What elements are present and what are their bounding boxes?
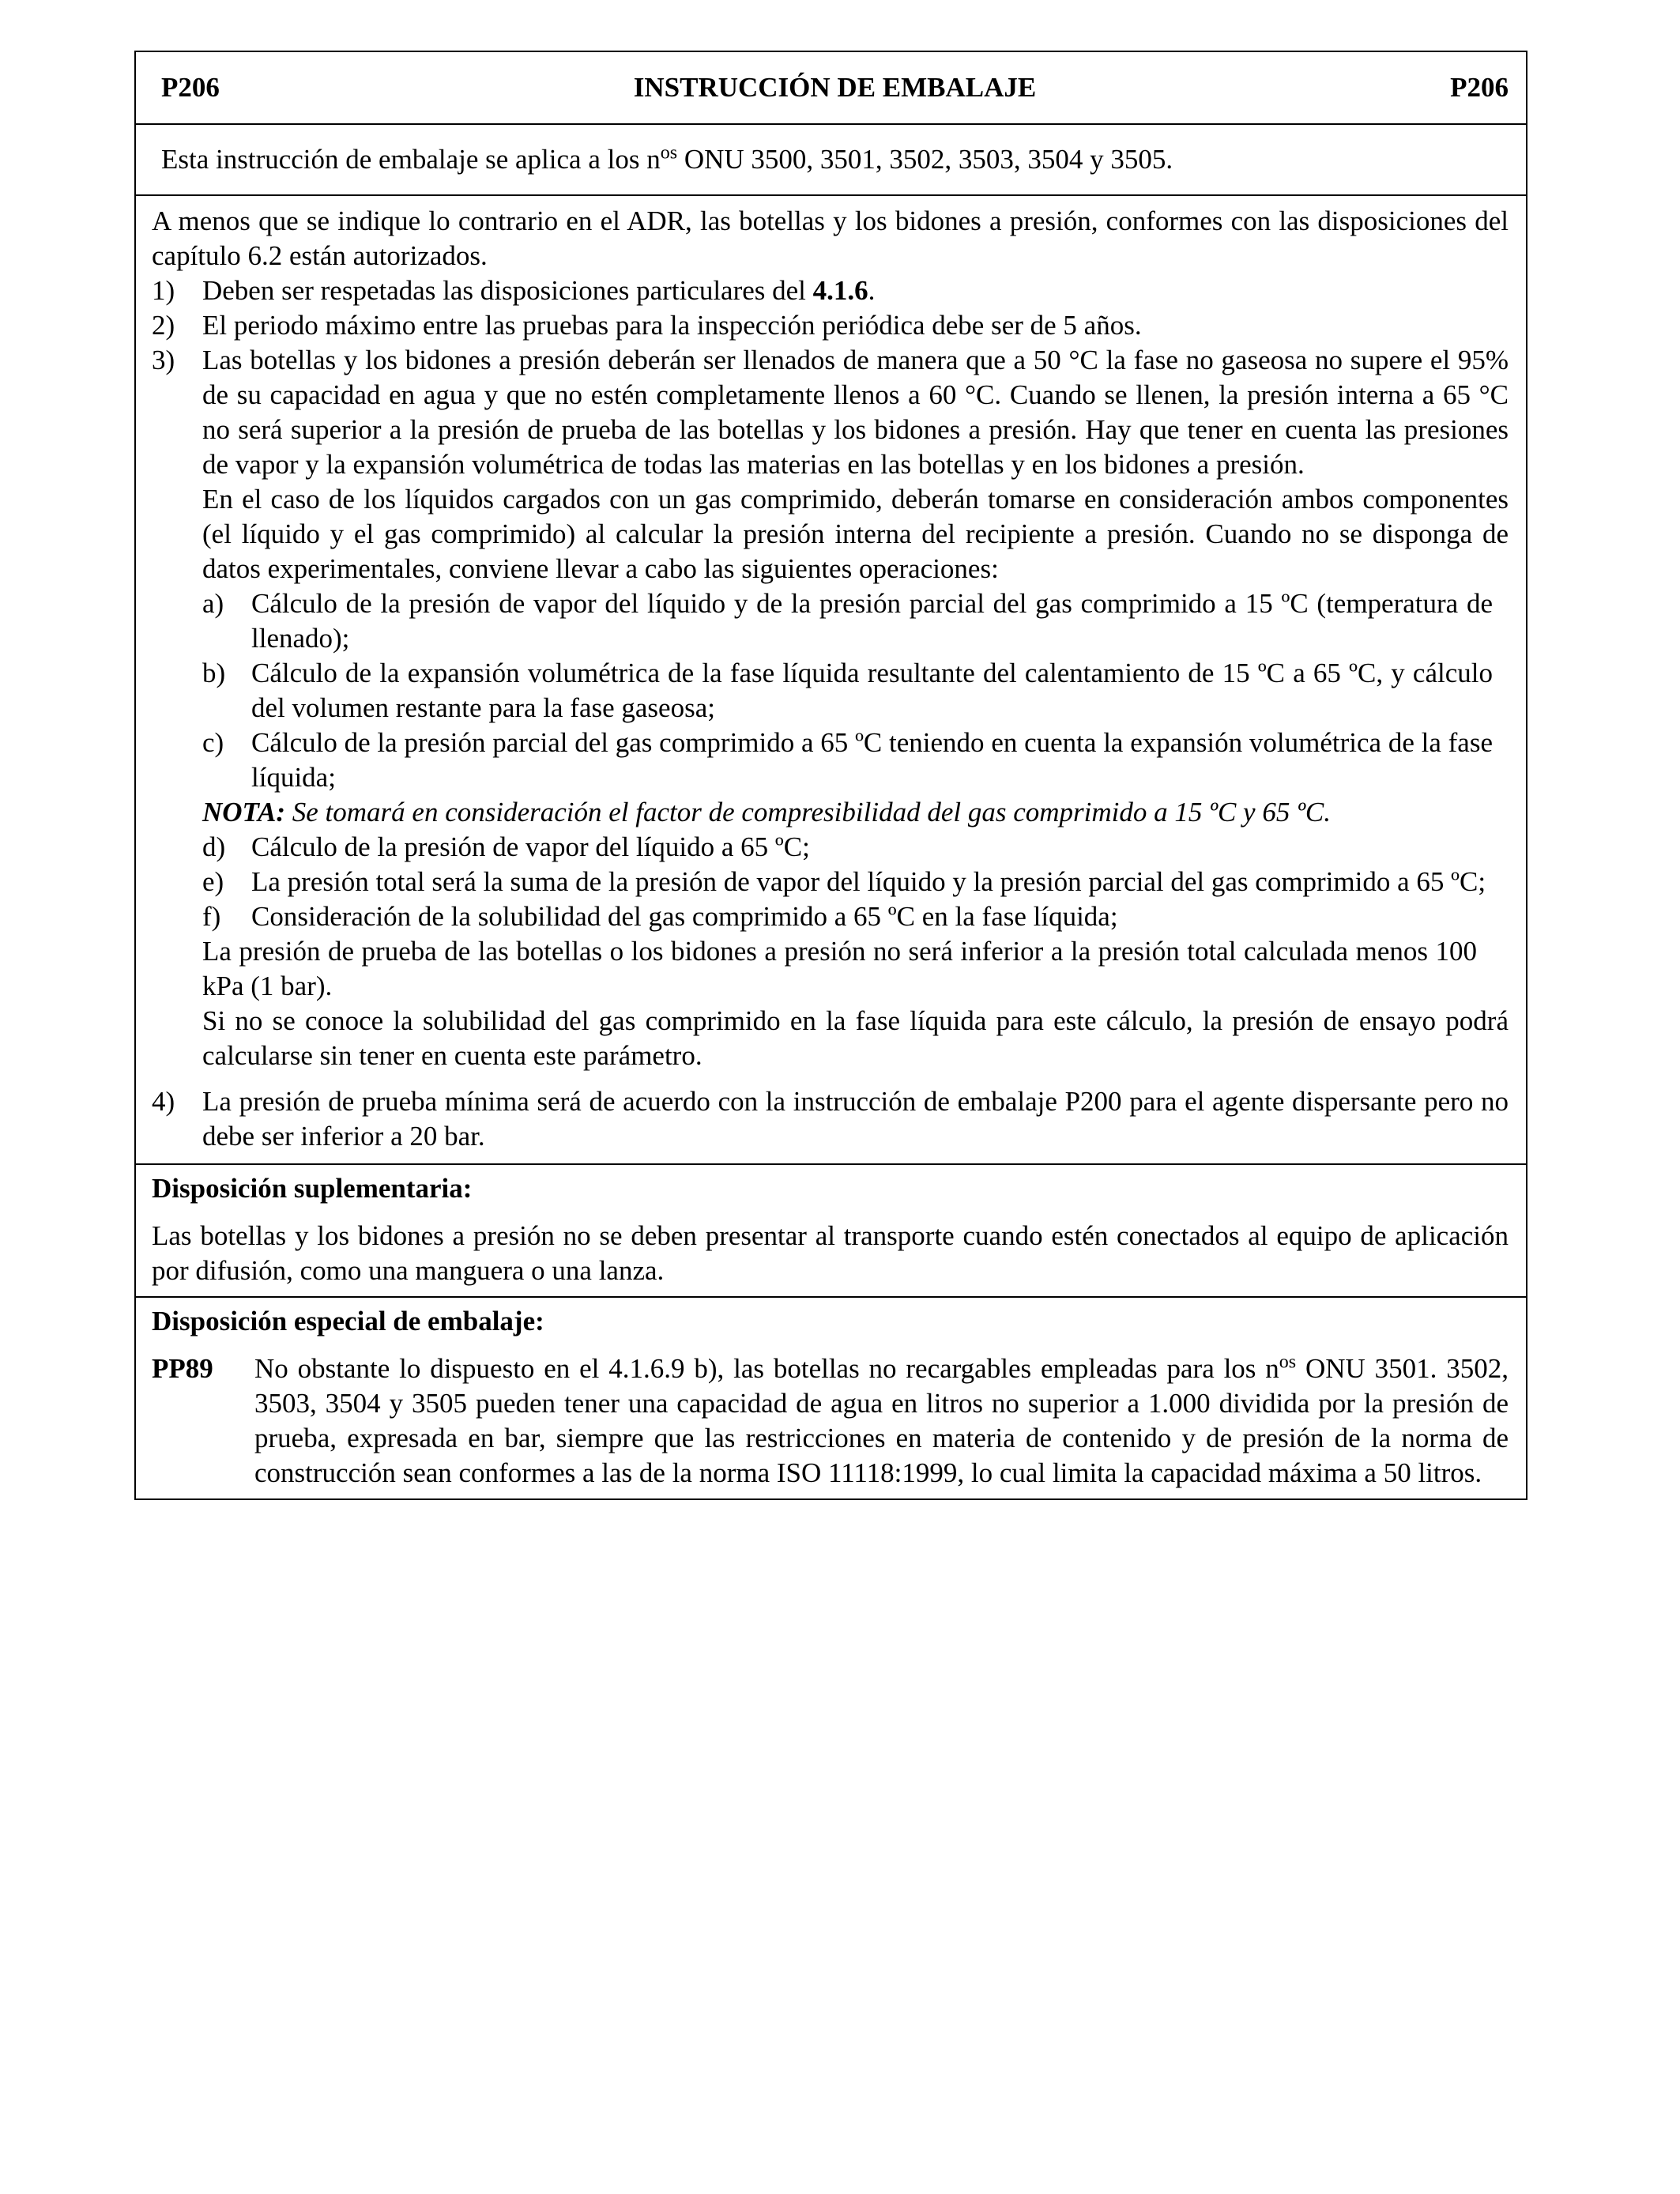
instruction-code-right: P206 <box>1450 72 1509 103</box>
item-paragraph: Las botellas y los bidones a presión deberán ser llenados de manera que a 50 °C la fase no gaseosa no supere el 95% de su capacidad en agua y que no estén completamente llenos a 60 °C. Cuando se llenen, la presión interna a 65 °C no será superior a la presión de prueba de las botellas y los bidones a presión. Hay que tener en cuenta las presiones de vapor y la expansión volumétrica de todas las materias en las botellas y en los bidones a presión. <box>202 345 1509 480</box>
table-header <box>136 52 1526 123</box>
intro-paragraph: A menos que se indique lo contrario en el ADR, las botellas y los bidones a presión, conformes con las disposiciones del capítulo 6.2 están autorizados. <box>152 205 1509 271</box>
sub-item: f) Consideración de la solubilidad del gas comprimido a 65 ºC en la fase líquida; <box>202 901 1118 932</box>
list-item: 4) La presión de prueba mínima será de acuerdo con la instrucción de embalaje P200 para el agente dispersante pero no debe ser inferior a 20 bar. <box>152 1086 1509 1152</box>
special-packing-provision <box>136 1296 1526 1498</box>
section-title: Disposición suplementaria: <box>152 1173 473 1204</box>
provisions-cell <box>136 194 1526 1163</box>
supplementary-provision <box>136 1163 1526 1296</box>
scope-text: Esta instrucción de embalaje se aplica a los $n^{os}$ ONU 3500, 3501, 3502, 3503, 3504 y 3505. <box>161 142 1173 175</box>
packing-instruction-table <box>134 51 1527 1500</box>
provision-code: PP89 <box>152 1353 213 1384</box>
sub-item: d) Cálculo de la presión de vapor del líquido a 65 ºC; <box>202 831 810 862</box>
item-paragraph: En el caso de los líquidos cargados con un gas comprimido, deberán tomarse en consideración ambos componentes (el líquido y el gas comprimido) al calcular la presión interna del recipiente a presión. Cuando no se disponga de datos experimentales, conviene llevar a cabo las siguientes operaciones: <box>202 484 1509 584</box>
table-title: INSTRUCCIÓN DE EMBALAJE <box>633 72 1037 103</box>
section-title: Disposición especial de embalaje: <box>152 1306 544 1336</box>
section-text: Las botellas y los bidones a presión no se deben presentar al transporte cuando estén conectados al equipo de aplicación por difusión, como una manguera o una lanza. <box>152 1220 1509 1286</box>
list-item: 1) Deben ser respetadas las disposiciones particulares del 4.1.6. <box>152 275 876 306</box>
scope-row <box>136 123 1526 194</box>
list-item: 2) El periodo máximo entre las pruebas para la inspección periódica debe ser de 5 años. <box>152 310 1142 341</box>
sub-item: a) Cálculo de la presión de vapor del líquido y de la presión parcial del gas comprimido a 15 ºC (temperatura de llenado); <box>202 588 1493 654</box>
sub-item: c) Cálculo de la presión parcial del gas comprimido a 65 ºC teniendo en cuenta la expansión volumétrica de la fase líquida; <box>202 727 1493 793</box>
note: NOTA: Se tomará en consideración el factor de compresibilidad del gas comprimido a 15 ºC y 65 ºC. <box>202 797 1332 827</box>
list-item: 3) Las botellas y los bidones a presión deberán ser llenados de manera que a 50 °C la fase no gaseosa no supere el 95% de su capacidad en agua y que no estén completamente llenos a 60 °C. Cuando se llenen, la presión interna a 65 °C no será superior a la presión de prueba de las botellas y los bidones a presión. Hay que tener en cuenta las presiones de vapor y la expansión volumétrica de todas las materias en las botellas y en los bidones a presión. En el caso de los líquidos cargados con un gas comprimido, deberán tomarse en consideración ambos componentes (el líquido y el gas comprimido) al calcular la presión interna del recipiente a presión. Cuando no se disponga de datos experimentales, conviene llevar a cabo las siguientes operaciones: a) Cálculo de la presión de vapor del líquido y de la presión parcial del gas comprimido a 15 ºC (temperatura de llenado); b) Cálculo de la expansión volumétrica de la fase líquida resultante del calentamiento de 15 ºC a 65 ºC, y cálculo del volumen restante para la fase gaseosa; c) Cálculo de la presión parcial del gas comprimido a 65 ºC teniendo en cuenta la expansión volumétrica de la fase líquida; NOTA: Se tomará en consideración el factor de compresibilidad del gas comprimido a 15 ºC y 65 ºC. d) Cálculo de la presión de vapor del líquido a 65 ºC; e) La presión total será la suma de la presión de vapor del líquido y la presión parcial del gas comprimido a 65 ºC; f) Consideración de la solubilidad del gas comprimido a 65 ºC en la fase líquida; La presión de prueba de las botellas o los bidones a presión no será inferior a la presión total calculada menos 100 kPa (1 bar). Si no se conoce la solubilidad del gas comprimido en la fase líquida para este cálculo, la presión de ensayo podrá calcularse sin tener en cuenta este parámetro. <box>152 343 1509 1073</box>
sub-item: e) La presión total será la suma de la presión de vapor del líquido y la presión parcial del gas comprimido a 65 ºC; <box>202 866 1486 897</box>
item-paragraph: La presión de prueba de las botellas o los bidones a presión no será inferior a la presión total calculada menos 100 kPa (1 bar). <box>202 936 1477 1001</box>
provision-text: No obstante lo dispuesto en el 4.1.6.9 b), las botellas no recargables empleadas para los $n^{os}$ ONU 3501. 3502, 3503, 3504 y 3505 pueden tener una capacidad de agua en litros no superior a 1.000 dividida por la presión de prueba, expresada en bar, siempre que las restricciones en materia de contenido y de presión de la norma de construcción sean conformes a las de la norma ISO 11118:1999, lo cual limita la capacidad máxima a 50 litros. <box>254 1351 1509 1488</box>
item-paragraph: Si no se conoce la solubilidad del gas comprimido en la fase líquida para este cálculo, la presión de ensayo podrá calcularse sin tener en cuenta este parámetro. <box>202 1005 1509 1071</box>
instruction-code-left: P206 <box>161 72 220 103</box>
sub-item: b) Cálculo de la expansión volumétrica de la fase líquida resultante del calentamiento de 15 ºC a 65 ºC, y cálculo del volumen restante para la fase gaseosa; <box>202 658 1493 723</box>
provision-pp89 <box>152 1351 1509 1491</box>
